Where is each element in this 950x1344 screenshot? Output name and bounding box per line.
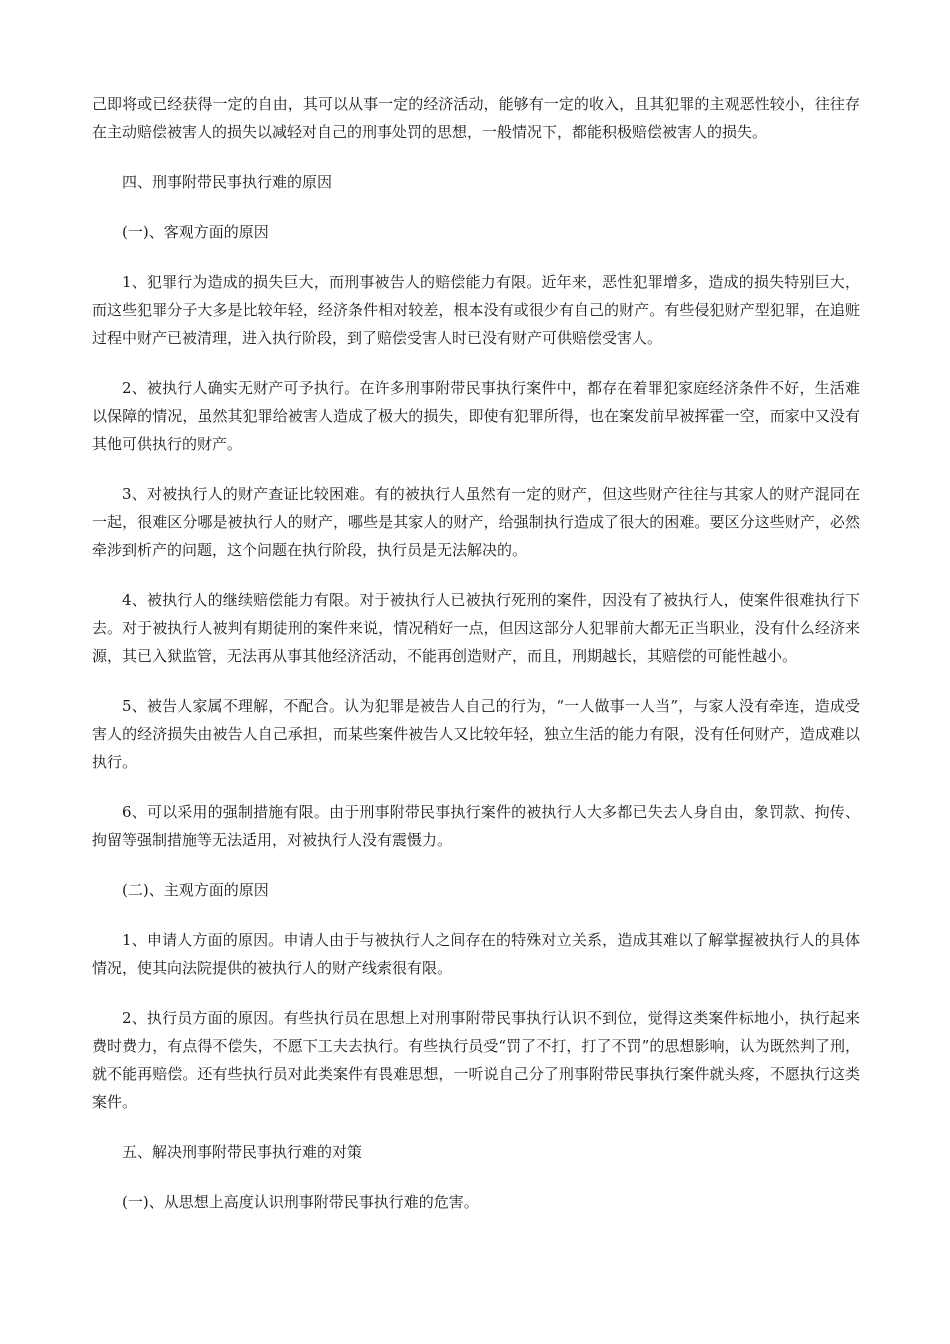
paragraph-item-6: 6、可以采用的强制措施有限。由于刑事附带民事执行案件的被执行人大多都已失去人身自由，象罚款、拘传、拘留等强制措施等无法适用，对被执行人没有震慑力。 [92, 803, 860, 849]
subsection-heading-objective: (一)、客观方面的原因 [122, 223, 269, 241]
paragraph-subjective-2: 2、执行员方面的原因。有些执行员在思想上对刑事附带民事执行认识不到位，觉得这类案件标地小，执行起来费时费力，有点得不偿失，不愿下工夫去执行。有些执行员受“罚了不打，打了不罚”的思想影响，认为既然判了刑，就不能再赔偿。还有些执行员对此类案件有畏难思想，一听说自己分了刑事附带民事执行案件就头疼，不愿执行这类案件。 [92, 1009, 860, 1111]
paragraph-item-3: 3、对被执行人的财产查证比较困难。有的被执行人虽然有一定的财产，但这些财产往往与其家人的财产混同在一起，很难区分哪是被执行人的财产，哪些是其家人的财产，给强制执行造成了很大的困难。要区分这些财产，必然牵涉到析产的问题，这个问题在执行阶段，执行员是无法解决的。 [92, 485, 860, 559]
paragraph-subjective-1: 1、申请人方面的原因。申请人由于与被执行人之间存在的特殊对立关系，造成其难以了解掌握被执行人的具体情况，使其向法院提供的被执行人的财产线索很有限。 [92, 931, 860, 977]
subsection-heading-subjective: (二)、主观方面的原因 [122, 881, 269, 899]
paragraph-item-2: 2、被执行人确实无财产可予执行。在许多刑事附带民事执行案件中，都存在着罪犯家庭经济条件不好，生活难以保障的情况，虽然其犯罪给被害人造成了极大的损失，即使有犯罪所得，也在案发前早被挥霍一空，而家中又没有其他可供执行的财产。 [92, 379, 860, 453]
paragraph-continuation: 己即将或已经获得一定的自由，其可以从事一定的经济活动，能够有一定的收入，且其犯罪的主观恶性较小，往往存在主动赔偿被害人的损失以减轻对自己的刑事处罚的思想，一般情况下，都能积极赔偿被害人的损失。 [92, 95, 860, 141]
paragraph-item-4: 4、被执行人的继续赔偿能力有限。对于被执行人已被执行死刑的案件，因没有了被执行人，使案件很难执行下去。对于被执行人被判有期徒刑的案件来说，情况稍好一点，但因这部分人犯罪前大都无正当职业，没有什么经济来源，其已入狱监管，无法再从事其他经济活动，不能再创造财产，而且，刑期越长，其赔偿的可能性越小。 [92, 591, 860, 665]
paragraph-item-1: 1、犯罪行为造成的损失巨大，而刑事被告人的赔偿能力有限。近年来，恶性犯罪增多，造成的损失特别巨大，而这些犯罪分子大多是比较年轻，经济条件相对较差，根本没有或很少有自己的财产。有些侵犯财产型犯罪，在追赃过程中财产已被清理，进入执行阶段，到了赔偿受害人时已没有财产可供赔偿受害人。 [92, 273, 860, 347]
section-heading-four: 四、刑事附带民事执行难的原因 [122, 173, 333, 191]
section-heading-five: 五、解决刑事附带民事执行难的对策 [122, 1143, 363, 1161]
document-page [92, 90, 860, 1216]
subsection-heading-thought: (一)、从思想上高度认识刑事附带民事执行难的危害。 [122, 1193, 479, 1211]
paragraph-item-5: 5、被告人家属不理解，不配合。认为犯罪是被告人自己的行为，“一人做事一人当”，与家人没有牵连，造成受害人的经济损失由被告人自己承担，而某些案件被告人又比较年轻，独立生活的能力有限，没有任何财产，造成难以执行。 [92, 697, 860, 771]
